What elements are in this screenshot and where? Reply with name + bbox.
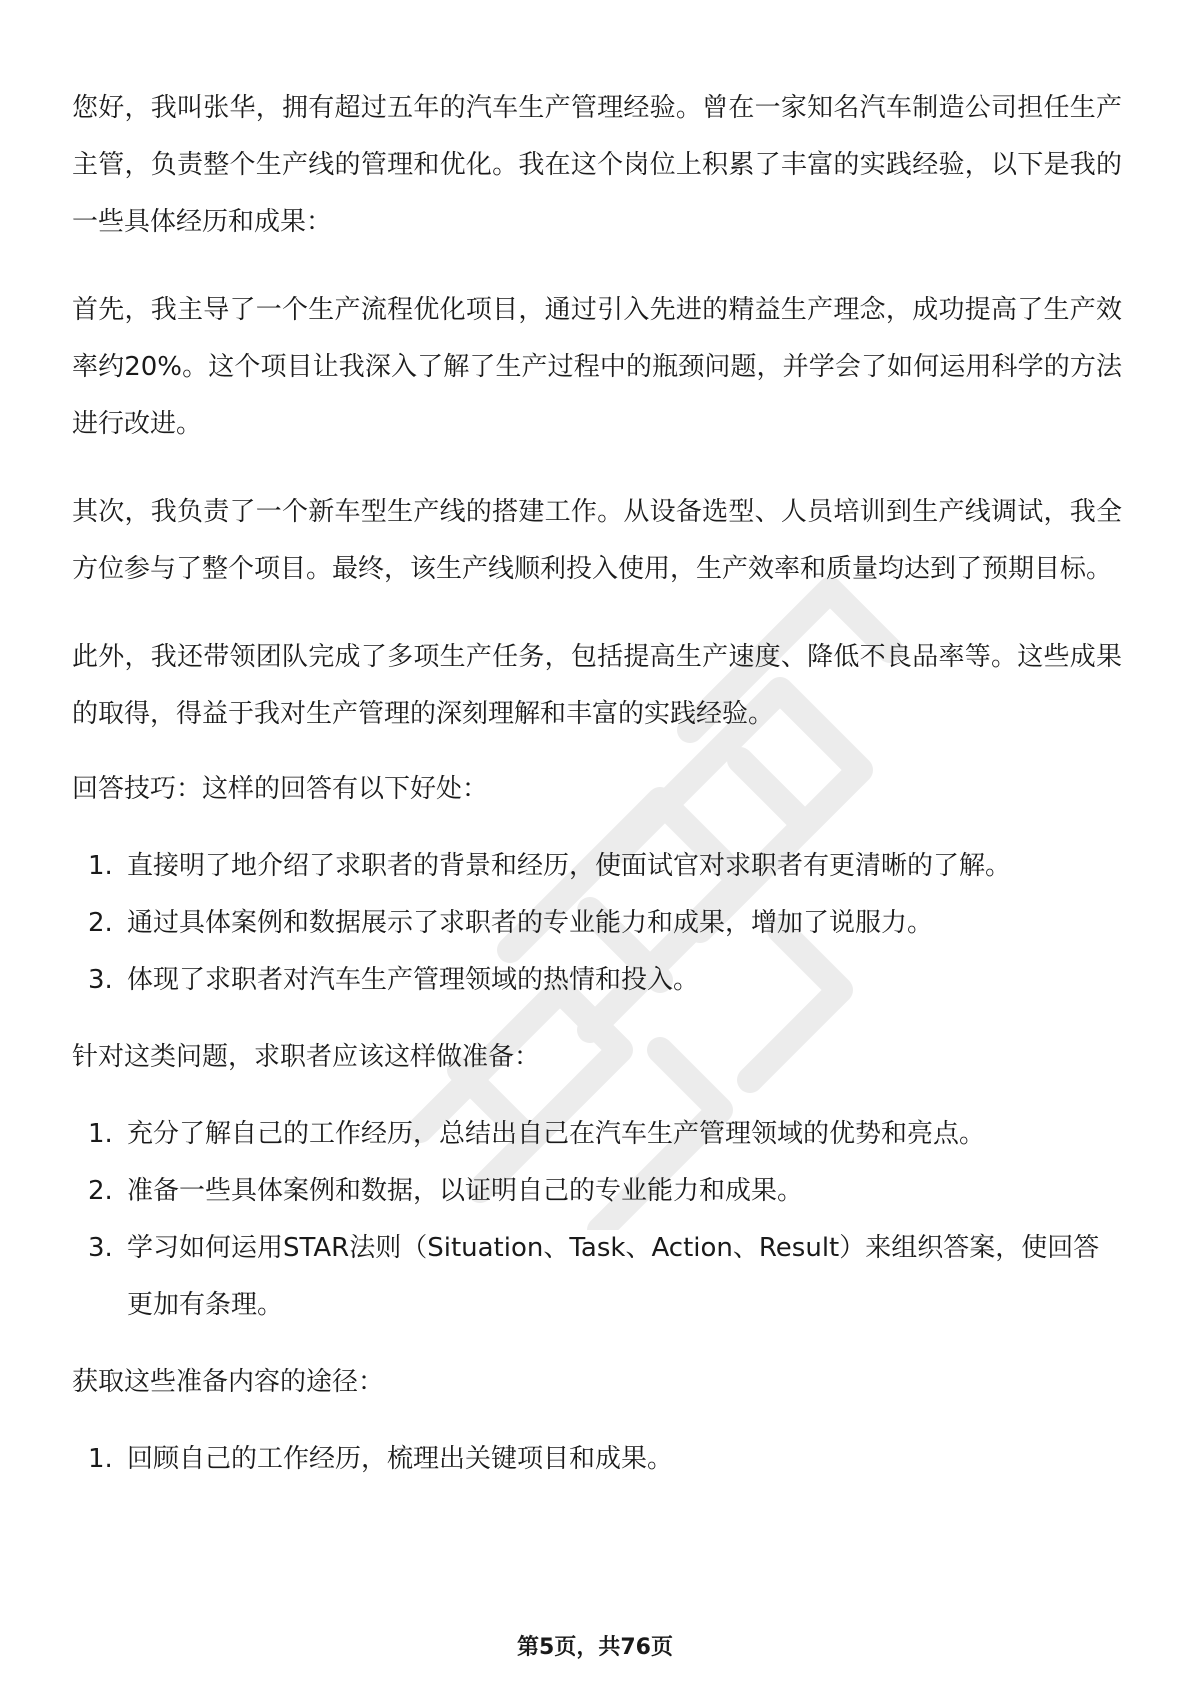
document-body [72, 80, 1122, 1488]
sources-heading: 获取这些准备内容的途径： [72, 1367, 385, 1397]
list-item: 3. 学习如何运用STAR法则（Situation、Task、Action、Result）来组织答案，使回答更加有条理。 [88, 1233, 1100, 1320]
prep-list [72, 1106, 1122, 1334]
page-number: 第5页，共76页 [517, 1635, 673, 1660]
sources-list [72, 1431, 1122, 1488]
additional-achievement-paragraph: 此外，我还带领团队完成了多项生产任务，包括提高生产速度、降低不良品率等。这些成果的取得，得益于我对生产管理的深刻理解和丰富的实践经验。 [72, 642, 1122, 729]
prep-heading: 针对这类问题，求职者应该这样做准备： [72, 1042, 541, 1072]
list-item: 1. 回顾自己的工作经历，梳理出关键项目和成果。 [88, 1444, 674, 1474]
list-item: 1. 充分了解自己的工作经历，总结出自己在汽车生产管理领域的优势和亮点。 [88, 1119, 986, 1149]
first-achievement-paragraph: 首先，我主导了一个生产流程优化项目，通过引入先进的精益生产理念，成功提高了生产效率约20%。这个项目让我深入了解了生产过程中的瓶颈问题，并学会了如何运用科学的方法进行改进。 [72, 295, 1122, 439]
list-item: 2. 通过具体案例和数据展示了求职者的专业能力和成果，增加了说服力。 [88, 908, 934, 938]
intro-paragraph: 您好，我叫张华，拥有超过五年的汽车生产管理经验。曾在一家知名汽车制造公司担任生产主管，负责整个生产线的管理和优化。我在这个岗位上积累了丰富的实践经验，以下是我的一些具体经历和成果： [72, 93, 1122, 237]
list-item: 1. 直接明了地介绍了求职者的背景和经历，使面试官对求职者有更清晰的了解。 [88, 851, 1012, 881]
tips-list [72, 838, 1122, 1009]
list-item: 2. 准备一些具体案例和数据，以证明自己的专业能力和成果。 [88, 1176, 804, 1206]
list-item: 3. 体现了求职者对汽车生产管理领域的热情和投入。 [88, 965, 700, 995]
tips-heading: 回答技巧：这样的回答有以下好处： [72, 774, 489, 804]
second-achievement-paragraph: 其次，我负责了一个新车型生产线的搭建工作。从设备选型、人员培训到生产线调试，我全方位参与了整个项目。最终，该生产线顺利投入使用，生产效率和质量均达到了预期目标。 [72, 497, 1122, 584]
